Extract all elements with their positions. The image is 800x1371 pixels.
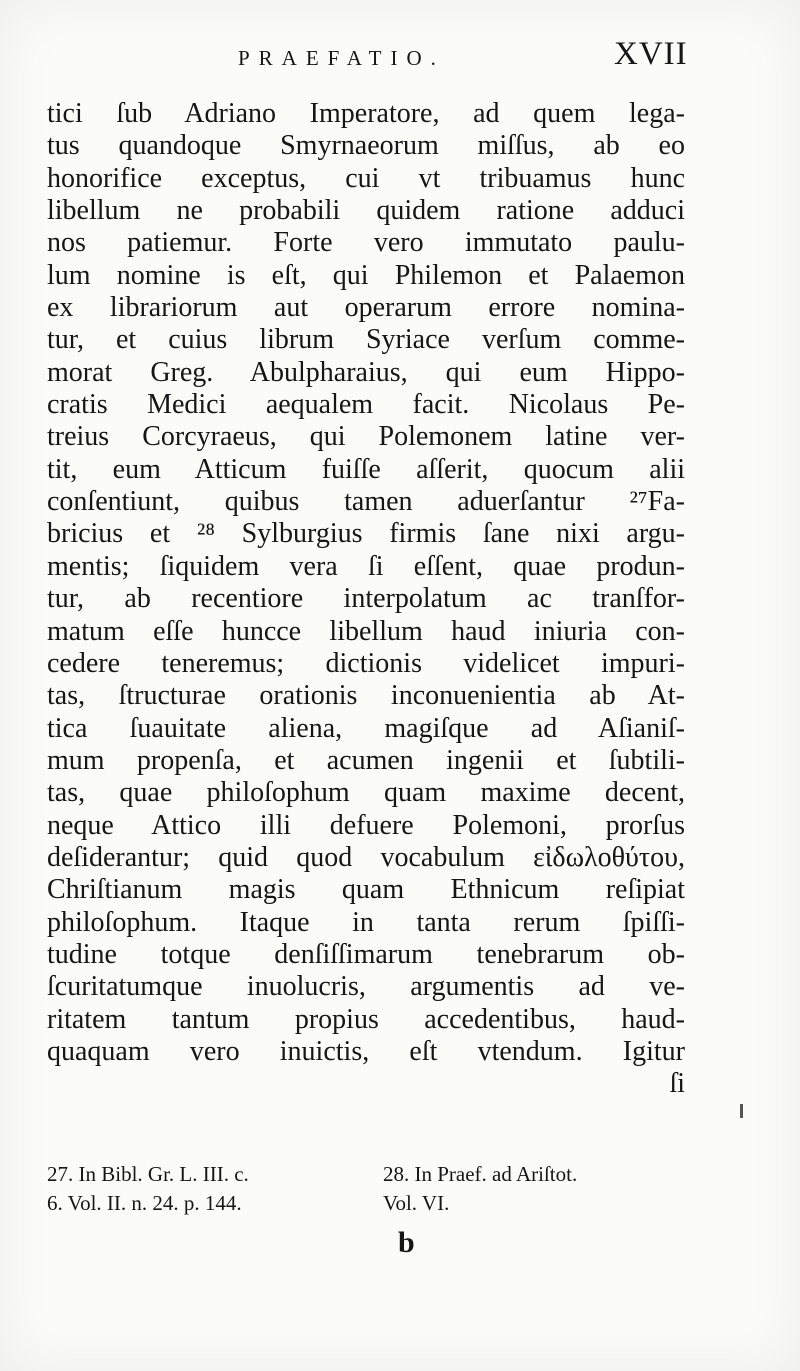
- footnote-27-line-2: 6. Vol. II. n. 24. p. 144.: [47, 1191, 242, 1215]
- signature-mark: b: [398, 1226, 415, 1259]
- running-head: [0, 36, 800, 80]
- text-line: ex librariorum aut operarum errore nomina-: [47, 292, 685, 324]
- text-line: tica ſuauitate aliena, magiſque ad Aſianiſ-: [47, 712, 685, 744]
- text-line: philoſophum. Itaque in tanta rerum ſpiſſi-: [47, 906, 685, 938]
- text-line: neque Attico illi defuere Polemoni, prorſus: [47, 809, 685, 841]
- text-line: tas, ſtructurae orationis inconuenientia ab At-: [47, 680, 685, 712]
- text-line: tur, et cuius librum Syriace verſum comme-: [47, 324, 685, 356]
- text-line: honorifice exceptus, cui vt tribuamus hunc: [47, 162, 685, 194]
- text-line: tas, quae philoſophum quam maxime decent,: [47, 777, 685, 809]
- text-line: bricius et ²⁸ Sylburgius firmis ſane nixi argu-: [47, 518, 685, 550]
- running-title: PRAEFATIO.: [238, 46, 445, 70]
- text-line: mum propenſa, et acumen ingenii et ſubtili-: [47, 744, 685, 776]
- text-line: matum eſſe huncce libellum haud iniuria con-: [47, 615, 685, 647]
- text-line: quaquam vero inuictis, eſt vtendum. Igitur: [47, 1035, 685, 1067]
- text-line: lum nomine is eſt, qui Philemon et Palaemon: [47, 259, 685, 291]
- text-line: conſentiunt, quibus tamen aduerſantur ²⁷Fa-: [47, 486, 685, 518]
- text-line: treius Corcyraeus, qui Polemonem latine ver-: [47, 421, 685, 453]
- footnote-27-line-1: 27. In Bibl. Gr. L. III. c.: [47, 1162, 249, 1186]
- text-line: cedere teneremus; dictionis videlicet impuri-: [47, 647, 685, 679]
- ink-mark: [740, 1104, 743, 1118]
- text-line: libellum ne probabili quidem ratione adduci: [47, 195, 685, 227]
- body-text: [47, 98, 685, 1101]
- text-line: cratis Medici aequalem facit. Nicolaus Pe-: [47, 389, 685, 421]
- footnote-28: [383, 1160, 703, 1218]
- text-line: tici ſub Adriano Imperatore, ad quem lega-: [47, 98, 685, 129]
- footnote-27: [47, 1160, 367, 1218]
- footnote-28-line-1: 28. In Praef. ad Ariſtot.: [383, 1162, 578, 1186]
- text-line: morat Greg. Abulpharaius, qui eum Hippo-: [47, 356, 685, 388]
- text-line: nos patiemur. Forte vero immutato paulu-: [47, 227, 685, 259]
- text-line: tit, eum Atticum fuiſſe aſſerit, quocum alii: [47, 453, 685, 485]
- text-line: tudine totque denſiſſimarum tenebrarum ob-: [47, 938, 685, 970]
- page-number: XVII: [614, 36, 688, 72]
- catchword: ſi: [669, 1068, 685, 1100]
- footnote-28-line-2: Vol. VI.: [383, 1191, 450, 1215]
- text-line: tus quandoque Smyrnaeorum miſſus, ab eo: [47, 130, 685, 162]
- text-line: Chriſtianum magis quam Ethnicum reſipiat: [47, 874, 685, 906]
- text-line: ſcuritatumque inuolucris, argumentis ad ve-: [47, 971, 685, 1003]
- text-line: deſiderantur; quid quod vocabulum εἰδωλοθύτου,: [47, 841, 685, 873]
- text-line: tur, ab recentiore interpolatum ac tranſfor-: [47, 583, 685, 615]
- text-line: mentis; ſiquidem vera ſi eſſent, quae produn-: [47, 550, 685, 582]
- text-line: ritatem tantum propius accedentibus, haud-: [47, 1003, 685, 1035]
